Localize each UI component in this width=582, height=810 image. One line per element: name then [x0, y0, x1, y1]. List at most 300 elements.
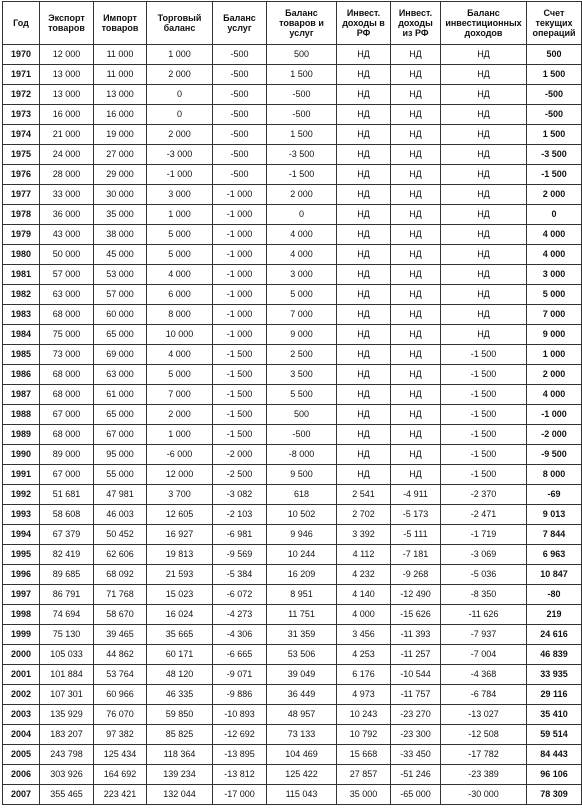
investment-income-out-cell: -33 450: [391, 745, 441, 765]
year-cell: 1984: [3, 325, 40, 345]
investment-income-out-cell: НД: [391, 285, 441, 305]
exports-cell: 24 000: [40, 145, 94, 165]
goods-services-balance-cell: 2 000: [267, 185, 337, 205]
imports-cell: 50 452: [94, 525, 147, 545]
trade-balance-cell: 46 335: [147, 685, 213, 705]
goods-services-balance-cell: 125 422: [267, 765, 337, 785]
goods-services-balance-cell: 9 500: [267, 465, 337, 485]
trade-balance-cell: 0: [147, 85, 213, 105]
investment-income-balance-cell: -7 937: [441, 625, 527, 645]
investment-income-out-cell: НД: [391, 445, 441, 465]
services-balance-cell: -4 306: [213, 625, 267, 645]
investment-income-in-cell: НД: [337, 325, 391, 345]
year-cell: 1998: [3, 605, 40, 625]
goods-services-balance-cell: 104 469: [267, 745, 337, 765]
current-account-cell: 78 309: [527, 785, 582, 805]
imports-cell: 164 692: [94, 765, 147, 785]
investment-income-in-cell: НД: [337, 445, 391, 465]
investment-income-out-cell: -51 246: [391, 765, 441, 785]
investment-income-balance-cell: НД: [441, 145, 527, 165]
exports-cell: 86 791: [40, 585, 94, 605]
investment-income-in-cell: 35 000: [337, 785, 391, 805]
exports-cell: 50 000: [40, 245, 94, 265]
trade-balance-cell: 5 000: [147, 365, 213, 385]
trade-balance-cell: 16 024: [147, 605, 213, 625]
investment-income-balance-cell: -2 370: [441, 485, 527, 505]
exports-cell: 51 681: [40, 485, 94, 505]
year-cell: 2000: [3, 645, 40, 665]
investment-income-in-cell: 4 000: [337, 605, 391, 625]
year-cell: 1994: [3, 525, 40, 545]
current-account-cell: -1 500: [527, 165, 582, 185]
table-row: [3, 445, 582, 465]
table-row: [3, 205, 582, 225]
investment-income-balance-cell: -1 500: [441, 445, 527, 465]
investment-income-in-cell: НД: [337, 105, 391, 125]
header-investment-income-out: Инвест. доходы из РФ: [391, 2, 441, 45]
exports-cell: 67 000: [40, 405, 94, 425]
exports-cell: 57 000: [40, 265, 94, 285]
services-balance-cell: -9 569: [213, 545, 267, 565]
trade-balance-cell: 3 000: [147, 185, 213, 205]
investment-income-balance-cell: -12 508: [441, 725, 527, 745]
investment-income-balance-cell: НД: [441, 285, 527, 305]
services-balance-cell: -3 082: [213, 485, 267, 505]
imports-cell: 223 421: [94, 785, 147, 805]
header-trade-balance: Торговый баланс: [147, 2, 213, 45]
services-balance-cell: -1 500: [213, 405, 267, 425]
investment-income-out-cell: НД: [391, 105, 441, 125]
table-row: [3, 745, 582, 765]
investment-income-balance-cell: НД: [441, 185, 527, 205]
investment-income-in-cell: НД: [337, 205, 391, 225]
trade-balance-cell: 2 000: [147, 65, 213, 85]
current-account-cell: 29 116: [527, 685, 582, 705]
imports-cell: 19 000: [94, 125, 147, 145]
investment-income-out-cell: -4 911: [391, 485, 441, 505]
table-row: [3, 325, 582, 345]
trade-balance-cell: 118 364: [147, 745, 213, 765]
imports-cell: 30 000: [94, 185, 147, 205]
investment-income-balance-cell: НД: [441, 165, 527, 185]
trade-balance-cell: 12 605: [147, 505, 213, 525]
current-account-cell: 33 935: [527, 665, 582, 685]
investment-income-in-cell: НД: [337, 345, 391, 365]
services-balance-cell: -1 500: [213, 345, 267, 365]
services-balance-cell: -500: [213, 85, 267, 105]
investment-income-in-cell: НД: [337, 305, 391, 325]
investment-income-out-cell: -65 000: [391, 785, 441, 805]
goods-services-balance-cell: 4 000: [267, 245, 337, 265]
current-account-cell: 24 616: [527, 625, 582, 645]
goods-services-balance-cell: 3 000: [267, 265, 337, 285]
goods-services-balance-cell: -500: [267, 425, 337, 445]
investment-income-out-cell: НД: [391, 385, 441, 405]
investment-income-in-cell: НД: [337, 145, 391, 165]
year-cell: 1986: [3, 365, 40, 385]
exports-cell: 13 000: [40, 85, 94, 105]
table-row: [3, 125, 582, 145]
investment-income-balance-cell: -1 500: [441, 345, 527, 365]
current-account-cell: 219: [527, 605, 582, 625]
services-balance-cell: -1 000: [213, 325, 267, 345]
investment-income-out-cell: -23 270: [391, 705, 441, 725]
goods-services-balance-cell: 16 209: [267, 565, 337, 585]
current-account-cell: 96 106: [527, 765, 582, 785]
services-balance-cell: -4 273: [213, 605, 267, 625]
trade-balance-cell: 8 000: [147, 305, 213, 325]
exports-cell: 43 000: [40, 225, 94, 245]
header-year: Год: [3, 2, 40, 45]
current-account-cell: 84 443: [527, 745, 582, 765]
exports-cell: 89 685: [40, 565, 94, 585]
imports-cell: 97 382: [94, 725, 147, 745]
table-row: [3, 365, 582, 385]
goods-services-balance-cell: 7 000: [267, 305, 337, 325]
imports-cell: 45 000: [94, 245, 147, 265]
exports-cell: 105 033: [40, 645, 94, 665]
year-cell: 1970: [3, 45, 40, 65]
goods-services-balance-cell: 3 500: [267, 365, 337, 385]
investment-income-out-cell: НД: [391, 185, 441, 205]
exports-cell: 303 926: [40, 765, 94, 785]
year-cell: 1972: [3, 85, 40, 105]
year-cell: 1983: [3, 305, 40, 325]
investment-income-balance-cell: -3 069: [441, 545, 527, 565]
investment-income-out-cell: НД: [391, 325, 441, 345]
table-row: [3, 685, 582, 705]
investment-income-out-cell: -9 268: [391, 565, 441, 585]
investment-income-balance-cell: НД: [441, 125, 527, 145]
investment-income-out-cell: НД: [391, 205, 441, 225]
goods-services-balance-cell: 4 000: [267, 225, 337, 245]
table-row: [3, 225, 582, 245]
trade-balance-cell: 2 000: [147, 405, 213, 425]
goods-services-balance-cell: -8 000: [267, 445, 337, 465]
investment-income-balance-cell: -5 036: [441, 565, 527, 585]
services-balance-cell: -1 500: [213, 425, 267, 445]
goods-services-balance-cell: 48 957: [267, 705, 337, 725]
investment-income-out-cell: НД: [391, 245, 441, 265]
year-cell: 1988: [3, 405, 40, 425]
investment-income-balance-cell: НД: [441, 265, 527, 285]
year-cell: 2005: [3, 745, 40, 765]
imports-cell: 60 000: [94, 305, 147, 325]
exports-cell: 68 000: [40, 385, 94, 405]
investment-income-balance-cell: -1 500: [441, 405, 527, 425]
exports-cell: 68 000: [40, 425, 94, 445]
investment-income-in-cell: НД: [337, 285, 391, 305]
table-row: [3, 605, 582, 625]
goods-services-balance-cell: 5 000: [267, 285, 337, 305]
investment-income-in-cell: 4 140: [337, 585, 391, 605]
table-row: [3, 345, 582, 365]
year-cell: 1989: [3, 425, 40, 445]
exports-cell: 28 000: [40, 165, 94, 185]
exports-cell: 68 000: [40, 365, 94, 385]
exports-cell: 107 301: [40, 685, 94, 705]
services-balance-cell: -6 665: [213, 645, 267, 665]
imports-cell: 11 000: [94, 45, 147, 65]
table-row: [3, 665, 582, 685]
services-balance-cell: -12 692: [213, 725, 267, 745]
table-row: [3, 545, 582, 565]
investment-income-out-cell: НД: [391, 45, 441, 65]
exports-cell: 73 000: [40, 345, 94, 365]
year-cell: 1995: [3, 545, 40, 565]
investment-income-out-cell: НД: [391, 405, 441, 425]
imports-cell: 16 000: [94, 105, 147, 125]
trade-balance-cell: 2 000: [147, 125, 213, 145]
year-cell: 1991: [3, 465, 40, 485]
services-balance-cell: -500: [213, 65, 267, 85]
trade-balance-cell: 12 000: [147, 465, 213, 485]
table-row: [3, 465, 582, 485]
goods-services-balance-cell: 10 502: [267, 505, 337, 525]
services-balance-cell: -500: [213, 125, 267, 145]
investment-income-out-cell: -15 626: [391, 605, 441, 625]
current-account-cell: 2 000: [527, 365, 582, 385]
trade-balance-cell: 1 000: [147, 45, 213, 65]
investment-income-in-cell: 15 668: [337, 745, 391, 765]
table-row: [3, 505, 582, 525]
services-balance-cell: -6 072: [213, 585, 267, 605]
year-cell: 1977: [3, 185, 40, 205]
year-cell: 2001: [3, 665, 40, 685]
current-account-cell: 3 000: [527, 265, 582, 285]
investment-income-in-cell: НД: [337, 225, 391, 245]
imports-cell: 65 000: [94, 405, 147, 425]
investment-income-in-cell: 27 857: [337, 765, 391, 785]
table-row: [3, 105, 582, 125]
current-account-cell: -69: [527, 485, 582, 505]
table-row: [3, 45, 582, 65]
services-balance-cell: -1 000: [213, 225, 267, 245]
current-account-cell: 1 000: [527, 345, 582, 365]
year-cell: 1975: [3, 145, 40, 165]
investment-income-in-cell: 4 232: [337, 565, 391, 585]
table-row: [3, 725, 582, 745]
investment-income-balance-cell: -1 500: [441, 465, 527, 485]
services-balance-cell: -17 000: [213, 785, 267, 805]
trade-balance-cell: -1 000: [147, 165, 213, 185]
imports-cell: 27 000: [94, 145, 147, 165]
investment-income-out-cell: -12 490: [391, 585, 441, 605]
trade-balance-cell: 7 000: [147, 385, 213, 405]
table-row: [3, 185, 582, 205]
current-account-cell: -500: [527, 105, 582, 125]
year-cell: 1999: [3, 625, 40, 645]
investment-income-out-cell: НД: [391, 365, 441, 385]
table-row: [3, 485, 582, 505]
goods-services-balance-cell: 1 500: [267, 65, 337, 85]
imports-cell: 71 768: [94, 585, 147, 605]
header-investment-income-balance: Баланс инвестиционных доходов: [441, 2, 527, 45]
current-account-cell: 35 410: [527, 705, 582, 725]
investment-income-in-cell: НД: [337, 125, 391, 145]
investment-income-out-cell: -7 181: [391, 545, 441, 565]
current-account-cell: 2 000: [527, 185, 582, 205]
investment-income-in-cell: 3 392: [337, 525, 391, 545]
trade-balance-cell: 59 850: [147, 705, 213, 725]
investment-income-in-cell: НД: [337, 245, 391, 265]
exports-cell: 75 000: [40, 325, 94, 345]
imports-cell: 39 465: [94, 625, 147, 645]
services-balance-cell: -13 812: [213, 765, 267, 785]
current-account-cell: 10 847: [527, 565, 582, 585]
trade-balance-cell: 10 000: [147, 325, 213, 345]
investment-income-out-cell: НД: [391, 165, 441, 185]
table-row: [3, 405, 582, 425]
header-investment-income-in: Инвест. доходы в РФ: [337, 2, 391, 45]
investment-income-out-cell: НД: [391, 145, 441, 165]
imports-cell: 38 000: [94, 225, 147, 245]
imports-cell: 61 000: [94, 385, 147, 405]
year-cell: 1993: [3, 505, 40, 525]
imports-cell: 11 000: [94, 65, 147, 85]
goods-services-balance-cell: 36 449: [267, 685, 337, 705]
goods-services-balance-cell: -500: [267, 85, 337, 105]
imports-cell: 65 000: [94, 325, 147, 345]
exports-cell: 36 000: [40, 205, 94, 225]
current-account-cell: 4 000: [527, 385, 582, 405]
investment-income-out-cell: НД: [391, 345, 441, 365]
investment-income-balance-cell: -1 500: [441, 385, 527, 405]
services-balance-cell: -1 500: [213, 365, 267, 385]
goods-services-balance-cell: 9 000: [267, 325, 337, 345]
imports-cell: 29 000: [94, 165, 147, 185]
investment-income-in-cell: 3 456: [337, 625, 391, 645]
table-row: [3, 645, 582, 665]
exports-cell: 58 608: [40, 505, 94, 525]
trade-balance-cell: 1 000: [147, 425, 213, 445]
year-cell: 1982: [3, 285, 40, 305]
trade-balance-cell: 48 120: [147, 665, 213, 685]
current-account-cell: 7 000: [527, 305, 582, 325]
services-balance-cell: -500: [213, 45, 267, 65]
investment-income-balance-cell: -2 471: [441, 505, 527, 525]
imports-cell: 125 434: [94, 745, 147, 765]
investment-income-in-cell: 2 541: [337, 485, 391, 505]
year-cell: 2007: [3, 785, 40, 805]
goods-services-balance-cell: 618: [267, 485, 337, 505]
trade-balance-cell: 3 700: [147, 485, 213, 505]
services-balance-cell: -9 071: [213, 665, 267, 685]
imports-cell: 69 000: [94, 345, 147, 365]
current-account-cell: 9 000: [527, 325, 582, 345]
exports-cell: 183 207: [40, 725, 94, 745]
table-row: [3, 765, 582, 785]
investment-income-balance-cell: -17 782: [441, 745, 527, 765]
goods-services-balance-cell: 0: [267, 205, 337, 225]
current-account-cell: 500: [527, 45, 582, 65]
imports-cell: 58 670: [94, 605, 147, 625]
imports-cell: 95 000: [94, 445, 147, 465]
exports-cell: 74 694: [40, 605, 94, 625]
services-balance-cell: -13 895: [213, 745, 267, 765]
investment-income-balance-cell: -8 350: [441, 585, 527, 605]
exports-cell: 135 929: [40, 705, 94, 725]
goods-services-balance-cell: 5 500: [267, 385, 337, 405]
goods-services-balance-cell: -1 500: [267, 165, 337, 185]
investment-income-in-cell: 2 702: [337, 505, 391, 525]
investment-income-out-cell: НД: [391, 425, 441, 445]
current-account-cell: 0: [527, 205, 582, 225]
investment-income-in-cell: НД: [337, 265, 391, 285]
current-account-cell: 6 963: [527, 545, 582, 565]
imports-cell: 63 000: [94, 365, 147, 385]
exports-cell: 355 465: [40, 785, 94, 805]
table-row: [3, 425, 582, 445]
investment-income-in-cell: НД: [337, 425, 391, 445]
current-account-cell: 4 000: [527, 245, 582, 265]
exports-cell: 16 000: [40, 105, 94, 125]
imports-cell: 57 000: [94, 285, 147, 305]
current-account-cell: -80: [527, 585, 582, 605]
year-cell: 1992: [3, 485, 40, 505]
investment-income-in-cell: 4 973: [337, 685, 391, 705]
services-balance-cell: -500: [213, 165, 267, 185]
table-row: [3, 305, 582, 325]
current-account-cell: 7 844: [527, 525, 582, 545]
current-account-cell: 46 839: [527, 645, 582, 665]
header-row: [3, 2, 582, 45]
goods-services-balance-cell: 8 951: [267, 585, 337, 605]
trade-balance-cell: 15 023: [147, 585, 213, 605]
investment-income-in-cell: НД: [337, 365, 391, 385]
goods-services-balance-cell: 500: [267, 405, 337, 425]
year-cell: 2004: [3, 725, 40, 745]
table-row: [3, 565, 582, 585]
investment-income-out-cell: -5 111: [391, 525, 441, 545]
imports-cell: 47 981: [94, 485, 147, 505]
exports-cell: 63 000: [40, 285, 94, 305]
table-row: [3, 705, 582, 725]
exports-cell: 67 000: [40, 465, 94, 485]
table-row: [3, 65, 582, 85]
trade-balance-cell: 1 000: [147, 205, 213, 225]
services-balance-cell: -1 000: [213, 305, 267, 325]
investment-income-out-cell: -11 757: [391, 685, 441, 705]
investment-income-balance-cell: НД: [441, 105, 527, 125]
trade-balance-cell: 35 665: [147, 625, 213, 645]
investment-income-in-cell: 10 792: [337, 725, 391, 745]
year-cell: 1971: [3, 65, 40, 85]
year-cell: 1973: [3, 105, 40, 125]
year-cell: 1981: [3, 265, 40, 285]
investment-income-balance-cell: НД: [441, 205, 527, 225]
current-account-cell: 9 013: [527, 505, 582, 525]
year-cell: 1985: [3, 345, 40, 365]
services-balance-cell: -2 500: [213, 465, 267, 485]
year-cell: 1997: [3, 585, 40, 605]
trade-balance-cell: 0: [147, 105, 213, 125]
trade-balance-cell: 5 000: [147, 225, 213, 245]
imports-cell: 53 000: [94, 265, 147, 285]
investment-income-in-cell: НД: [337, 85, 391, 105]
current-account-cell: -9 500: [527, 445, 582, 465]
goods-services-balance-cell: 39 049: [267, 665, 337, 685]
investment-income-in-cell: НД: [337, 65, 391, 85]
investment-income-balance-cell: НД: [441, 325, 527, 345]
table-row: [3, 265, 582, 285]
investment-income-in-cell: НД: [337, 465, 391, 485]
services-balance-cell: -500: [213, 105, 267, 125]
goods-services-balance-cell: 11 751: [267, 605, 337, 625]
trade-balance-cell: 21 593: [147, 565, 213, 585]
investment-income-balance-cell: НД: [441, 65, 527, 85]
exports-cell: 12 000: [40, 45, 94, 65]
